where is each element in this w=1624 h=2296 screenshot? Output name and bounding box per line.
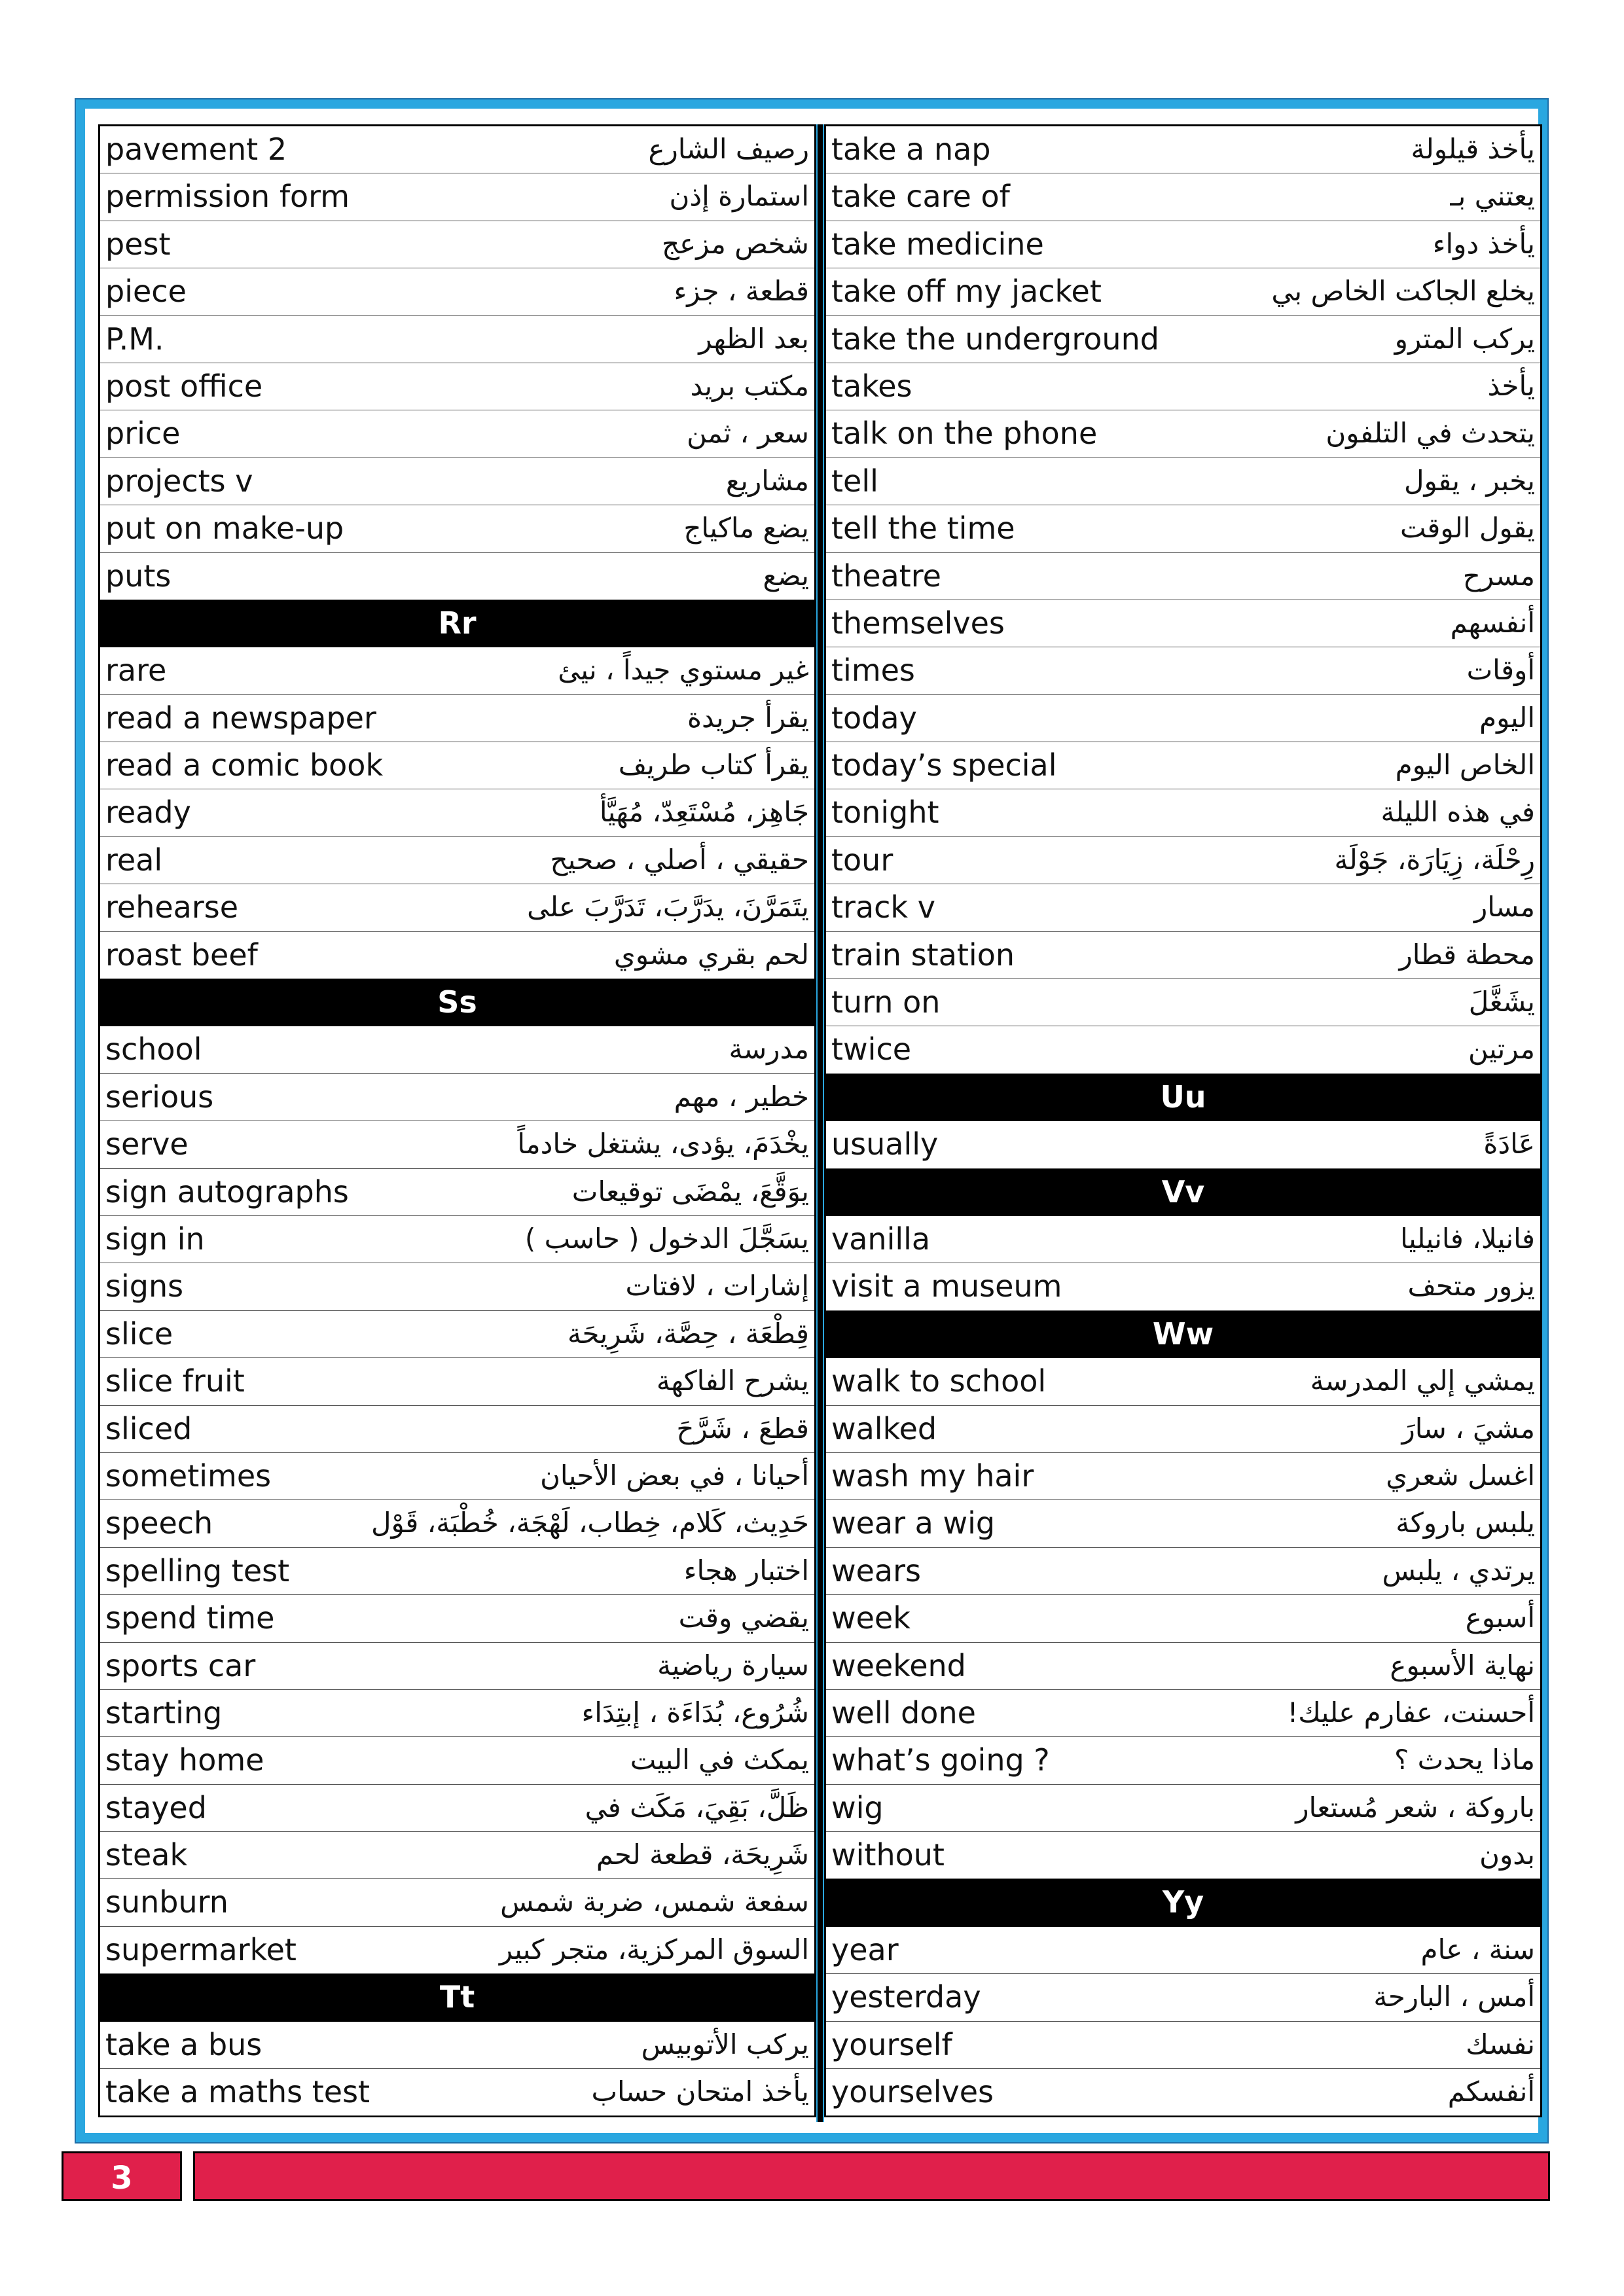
vocabulary-row: [826, 1121, 1540, 1168]
english-term: twice: [831, 1031, 912, 1067]
letter-section-header: [826, 1311, 1540, 1358]
english-term: read a comic book: [105, 747, 384, 783]
arabic-translation: يخلع الجاكت الخاص بي: [1271, 275, 1535, 308]
vocabulary-row: [100, 1406, 814, 1453]
english-term: slice fruit: [105, 1363, 245, 1399]
english-term: what’s going ?: [831, 1742, 1050, 1778]
vocabulary-row: [100, 695, 814, 742]
vocabulary-row: [826, 600, 1540, 647]
vocabulary-row: [100, 2022, 814, 2069]
vocabulary-row: [826, 789, 1540, 836]
vocabulary-row: [100, 742, 814, 789]
arabic-translation: السوق المركزية، متجر كبير: [499, 1933, 809, 1965]
vocabulary-row: [826, 884, 1540, 931]
arabic-translation: أنفسكم: [1447, 2075, 1535, 2108]
english-term: yesterday: [831, 1979, 981, 2015]
arabic-translation: قِطْعَة ، حِصَّة، شَرِيحَة: [567, 1317, 809, 1350]
arabic-translation: أنفسهم: [1450, 606, 1535, 639]
english-term: projects v: [105, 463, 253, 499]
arabic-translation: قطعَ ، شَرَّحَ: [676, 1412, 809, 1444]
section-letters: Uu: [1160, 1079, 1206, 1115]
vocabulary-row: [100, 1216, 814, 1263]
english-term: sliced: [105, 1410, 192, 1446]
vocabulary-row: [100, 1879, 814, 1926]
arabic-translation: رصيف الشارع: [648, 133, 809, 165]
arabic-translation: شخص مزعج: [662, 227, 809, 260]
english-term: take off my jacket: [831, 274, 1102, 310]
english-term: today’s special: [831, 747, 1057, 783]
english-term: sometimes: [105, 1458, 272, 1494]
english-term: theatre: [831, 558, 941, 594]
vocabulary-row: [826, 837, 1540, 884]
vocabulary-row: [826, 1832, 1540, 1879]
letter-section-header: [826, 1074, 1540, 1121]
arabic-translation: مدرسة: [729, 1033, 809, 1066]
english-term: slice: [105, 1316, 173, 1352]
vocabulary-row: [826, 1406, 1540, 1453]
vocabulary-row: [100, 1832, 814, 1879]
english-term: put on make-up: [105, 511, 344, 547]
vocabulary-row: [100, 1453, 814, 1500]
arabic-translation: أوقات: [1466, 654, 1535, 687]
vocabulary-row: [826, 1026, 1540, 1073]
arabic-translation: يخبر ، يقول: [1403, 464, 1535, 497]
english-term: puts: [105, 558, 171, 594]
vocabulary-row: [826, 2069, 1540, 2116]
arabic-translation: عَادَةً: [1483, 1128, 1535, 1160]
vocabulary-row: [826, 126, 1540, 173]
arabic-translation: استمارة إذن: [669, 180, 809, 213]
vocabulary-row: [100, 1785, 814, 1832]
vocabulary-row: [826, 505, 1540, 552]
section-letters: Vv: [1161, 1174, 1205, 1210]
english-term: stay home: [105, 1742, 264, 1778]
english-term: tour: [831, 842, 893, 878]
arabic-translation: يقضي وقت: [678, 1602, 809, 1634]
letter-section-header: [100, 979, 814, 1026]
arabic-translation: إشارات ، لافتات: [625, 1270, 809, 1302]
english-term: stayed: [105, 1789, 207, 1825]
arabic-translation: محطة قطار: [1399, 938, 1535, 971]
english-term: serve: [105, 1126, 189, 1162]
section-letters: Tt: [439, 1979, 475, 2015]
english-term: takes: [831, 368, 912, 404]
english-term: supermarket: [105, 1931, 297, 1967]
vocabulary-row: [100, 1643, 814, 1690]
vocabulary-row: [100, 221, 814, 268]
vocabulary-row: [826, 316, 1540, 363]
arabic-translation: أمس ، البارحة: [1373, 1981, 1535, 2013]
english-term: rare: [105, 653, 167, 689]
english-term: wig: [831, 1789, 884, 1825]
english-term: take a maths test: [105, 2074, 370, 2110]
vocabulary-row: [826, 458, 1540, 505]
english-term: wear a wig: [831, 1505, 996, 1541]
vocabulary-row: [100, 2069, 814, 2116]
vocabulary-row: [100, 410, 814, 457]
english-term: visit a museum: [831, 1268, 1062, 1304]
english-term: piece: [105, 274, 187, 310]
section-letters: Rr: [438, 605, 477, 641]
arabic-translation: يركب المترو: [1394, 322, 1535, 355]
arabic-translation: خطير ، مهم: [674, 1080, 809, 1113]
vocabulary-row: [826, 1216, 1540, 1263]
footer-bar: [193, 2151, 1550, 2201]
english-term: read a newspaper: [105, 700, 376, 736]
vocabulary-row: [100, 316, 814, 363]
english-term: talk on the phone: [831, 416, 1098, 452]
english-term: weekend: [831, 1647, 966, 1683]
english-term: tell the time: [831, 511, 1015, 547]
arabic-translation: يشرح الفاكهة: [656, 1365, 809, 1397]
vocabulary-row: [826, 553, 1540, 600]
vocabulary-row: [100, 173, 814, 221]
english-term: take care of: [831, 179, 1010, 215]
vocabulary-row: [826, 1595, 1540, 1642]
page-border-frame: [75, 98, 1549, 2144]
vocabulary-row: [826, 1737, 1540, 1784]
arabic-translation: باروكة ، شعر مُستعار: [1295, 1791, 1535, 1823]
vocabulary-row: [100, 1595, 814, 1642]
english-term: wears: [831, 1552, 921, 1588]
arabic-translation: يلبس باروكة: [1396, 1507, 1535, 1539]
arabic-translation: يعتني بـ: [1450, 180, 1535, 213]
arabic-translation: مسار: [1473, 891, 1535, 924]
letter-section-header: [826, 1879, 1540, 1926]
arabic-translation: أحسنت، عفارم عليك!: [1287, 1696, 1535, 1729]
english-term: year: [831, 1931, 899, 1967]
section-letters: Ss: [437, 984, 477, 1020]
english-term: P.M.: [105, 321, 164, 357]
arabic-translation: في هذه الليلة: [1380, 796, 1535, 829]
arabic-translation: مسرح: [1462, 559, 1535, 592]
vocabulary-row: [100, 458, 814, 505]
english-term: well done: [831, 1695, 976, 1731]
arabic-translation: بدون: [1479, 1839, 1535, 1871]
arabic-translation: الخاص اليوم: [1395, 749, 1535, 781]
vocabulary-row: [826, 1974, 1540, 2021]
vocabulary-row: [100, 1263, 814, 1310]
vocabulary-row: [826, 1548, 1540, 1595]
vocabulary-row: [100, 1500, 814, 1547]
arabic-translation: يقول الوقت: [1400, 512, 1535, 545]
vocabulary-row: [826, 695, 1540, 742]
english-term: take a nap: [831, 132, 991, 167]
vocabulary-row: [826, 1500, 1540, 1547]
letter-section-header: [100, 600, 814, 647]
english-term: tonight: [831, 795, 939, 831]
letter-section-header: [100, 1974, 814, 2021]
english-term: spelling test: [105, 1552, 290, 1588]
english-term: take medicine: [831, 226, 1044, 262]
vocabulary-row: [826, 410, 1540, 457]
arabic-translation: يضع: [763, 559, 809, 592]
vocabulary-row: [826, 1643, 1540, 1690]
vocabulary-row: [826, 647, 1540, 694]
page-number: 3: [62, 2151, 182, 2201]
vocabulary-row: [100, 268, 814, 315]
vocabulary-row: [826, 1358, 1540, 1405]
english-term: rehearse: [105, 889, 239, 925]
english-term: without: [831, 1837, 945, 1873]
english-term: turn on: [831, 984, 941, 1020]
vocabulary-row: [100, 1311, 814, 1358]
vocabulary-row: [100, 553, 814, 600]
vocabulary-row: [826, 1927, 1540, 1974]
vocabulary-row: [100, 932, 814, 979]
arabic-translation: يقرأ جريدة: [687, 701, 809, 734]
english-term: train station: [831, 937, 1015, 973]
english-term: real: [105, 842, 163, 878]
vocabulary-row: [826, 221, 1540, 268]
english-term: permission form: [105, 179, 350, 215]
arabic-translation: يمشي إلي المدرسة: [1310, 1365, 1535, 1397]
english-term: track v: [831, 889, 935, 925]
english-term: post office: [105, 368, 263, 404]
vocabulary-row: [826, 1453, 1540, 1500]
arabic-translation: رِحْلَة، زِيَارَة، جَوْلَة: [1334, 843, 1535, 876]
english-term: steak: [105, 1837, 188, 1873]
arabic-translation: يقرأ كتاب طريف: [618, 749, 809, 781]
english-term: ready: [105, 795, 191, 831]
english-term: serious: [105, 1079, 214, 1115]
vocabulary-row: [826, 932, 1540, 979]
english-term: take a bus: [105, 2026, 262, 2062]
vocabulary-row: [100, 363, 814, 410]
english-term: wash my hair: [831, 1458, 1034, 1494]
arabic-translation: يركب الأتوبيس: [641, 2028, 809, 2060]
english-term: times: [831, 653, 915, 689]
vocabulary-row: [100, 1026, 814, 1073]
arabic-translation: يوَقَّعَ، يمْضَى توقيعات: [571, 1175, 809, 1208]
vocabulary-row: [100, 1737, 814, 1784]
english-term: pavement 2: [105, 132, 287, 167]
left-vocabulary-column: [98, 124, 816, 2117]
arabic-translation: ماذا يحدث ؟: [1394, 1744, 1535, 1776]
vocabulary-row: [826, 173, 1540, 221]
english-term: week: [831, 1600, 911, 1636]
vocabulary-row: [826, 363, 1540, 410]
vocabulary-row: [100, 1548, 814, 1595]
letter-section-header: [826, 1169, 1540, 1216]
vocabulary-row: [826, 2022, 1540, 2069]
english-term: walk to school: [831, 1363, 1047, 1399]
english-term: pest: [105, 226, 171, 262]
vocabulary-row: [826, 1690, 1540, 1737]
english-term: signs: [105, 1268, 184, 1304]
arabic-translation: سيارة رياضية: [657, 1649, 809, 1681]
arabic-translation: غير مستوي جيداً ، نيئ: [558, 654, 809, 687]
arabic-translation: نفسك: [1466, 2028, 1535, 2060]
arabic-translation: شُرُوع، بُدَاءَة ، إبتِدَاء: [581, 1696, 809, 1729]
english-term: price: [105, 416, 181, 452]
vocabulary-row: [100, 505, 814, 552]
arabic-translation: جَاهِز، مُسْتَعِدّ، مُهَيَّأ: [599, 796, 809, 829]
arabic-translation: يشَغَّلَ: [1468, 986, 1535, 1018]
english-term: starting: [105, 1695, 223, 1731]
english-term: today: [831, 700, 917, 736]
arabic-translation: يخْدَمَ، يؤدى، يشتغل خادماً: [517, 1128, 809, 1160]
english-term: vanilla: [831, 1221, 931, 1257]
english-term: walked: [831, 1410, 937, 1446]
english-term: school: [105, 1031, 202, 1067]
arabic-translation: أحيانا ، في بعض الأحيان: [540, 1459, 809, 1492]
arabic-translation: يأخذ قيلولة: [1411, 133, 1535, 165]
arabic-translation: اختبار هجاء: [683, 1554, 809, 1587]
arabic-translation: سعر ، ثمن: [687, 417, 809, 450]
arabic-translation: شَرِيحَة، قطعة لحم: [596, 1839, 809, 1871]
arabic-translation: لحم بقري مشوي: [613, 938, 809, 971]
english-term: themselves: [831, 605, 1005, 641]
english-term: roast beef: [105, 937, 258, 973]
english-term: sports car: [105, 1647, 256, 1683]
arabic-translation: نهاية الأسبوع: [1390, 1649, 1535, 1681]
vocabulary-row: [100, 1358, 814, 1405]
vocabulary-row: [100, 647, 814, 694]
arabic-translation: يرتدي ، يلبس: [1382, 1554, 1535, 1587]
english-term: sunburn: [105, 1884, 228, 1920]
right-vocabulary-column: [824, 124, 1542, 2117]
vocabulary-row: [826, 1263, 1540, 1310]
english-term: take the underground: [831, 321, 1159, 357]
vocabulary-row: [100, 837, 814, 884]
english-term: usually: [831, 1126, 939, 1162]
arabic-translation: مرتين: [1468, 1033, 1535, 1066]
arabic-translation: اليوم: [1479, 701, 1535, 734]
arabic-translation: حقيقي ، أصلي ، صحيح: [550, 843, 809, 876]
arabic-translation: مشيَ ، سارَ: [1401, 1412, 1535, 1444]
arabic-translation: يسَجَّلَ الدخول ( حاسب ): [524, 1222, 809, 1255]
arabic-translation: بعد الظهر: [698, 322, 809, 355]
arabic-translation: سفعة شمس، ضربة شمس: [500, 1886, 809, 1918]
arabic-translation: يأخذ دواء: [1432, 227, 1535, 260]
arabic-translation: سنة ، عام: [1420, 1933, 1535, 1965]
arabic-translation: يتَمَرَّنَ، يدَرَّبَ، تَدَرَّبَ على: [527, 891, 809, 924]
english-term: sign in: [105, 1221, 205, 1257]
english-term: speech: [105, 1505, 213, 1541]
english-term: tell: [831, 463, 878, 499]
arabic-translation: يضع ماكياج: [683, 512, 809, 545]
vocabulary-row: [100, 884, 814, 931]
arabic-translation: يأخذ امتحان حساب: [591, 2075, 809, 2108]
arabic-translation: مكتب بريد: [690, 369, 809, 402]
vocabulary-row: [100, 1169, 814, 1216]
arabic-translation: مشاريع: [725, 464, 809, 497]
english-term: spend time: [105, 1600, 275, 1636]
english-term: yourself: [831, 2026, 952, 2062]
arabic-translation: قطعة ، جزء: [674, 275, 809, 308]
arabic-translation: يتحدث في التلفون: [1326, 417, 1535, 450]
vocabulary-row: [100, 1927, 814, 1974]
vocabulary-row: [826, 268, 1540, 315]
english-term: yourselves: [831, 2074, 994, 2110]
vocabulary-row: [100, 1690, 814, 1737]
arabic-translation: يمكث في البيت: [630, 1744, 809, 1776]
arabic-translation: اغسل شعري: [1386, 1459, 1535, 1492]
vocabulary-table: [85, 109, 1538, 2133]
english-term: sign autographs: [105, 1174, 349, 1210]
arabic-translation: فانيلا، فانيليا: [1400, 1222, 1535, 1255]
arabic-translation: يأخذ: [1487, 369, 1535, 402]
vocabulary-row: [826, 1785, 1540, 1832]
vocabulary-row: [100, 126, 814, 173]
column-divider: [816, 124, 824, 2122]
vocabulary-row: [100, 789, 814, 836]
arabic-translation: يزور متحف: [1407, 1270, 1535, 1302]
vocabulary-row: [826, 979, 1540, 1026]
arabic-translation: ظَلَّ، بَقِيَ، مَكَث في: [585, 1791, 809, 1823]
section-letters: Ww: [1152, 1316, 1214, 1352]
section-letters: Yy: [1162, 1884, 1204, 1920]
vocabulary-row: [100, 1121, 814, 1168]
arabic-translation: أسبوع: [1465, 1602, 1535, 1634]
vocabulary-row: [826, 742, 1540, 789]
arabic-translation: حَدِيث، كَلام، خِطاب، لَهْجَة، خُطْبَة، قَوْل: [371, 1507, 809, 1539]
vocabulary-row: [100, 1074, 814, 1121]
